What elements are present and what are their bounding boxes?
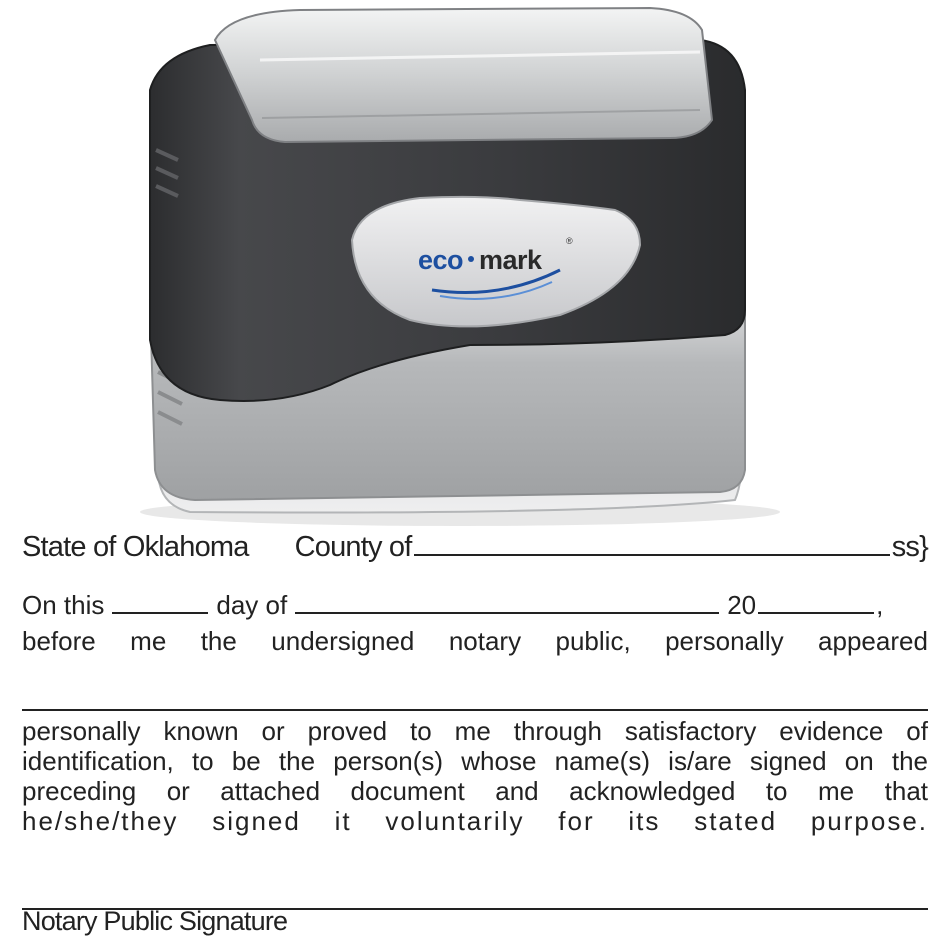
- date-line: [22, 590, 928, 621]
- appeared-name-blank: [22, 709, 928, 711]
- month-blank: [295, 592, 719, 614]
- signature-label: Notary Public Signature: [22, 906, 288, 936]
- on-this-label: On this: [22, 590, 105, 620]
- before-word: me: [130, 626, 167, 656]
- venue-line: [22, 531, 928, 564]
- body-line: he/she/they signed it voluntarily for its stated purpose.: [22, 806, 928, 836]
- county-blank: [414, 532, 890, 556]
- before-word: appeared: [818, 626, 928, 656]
- before-word: notary: [448, 626, 522, 656]
- registered-mark: ®: [566, 236, 573, 246]
- brand-logo-right: mark: [479, 245, 542, 275]
- year-prefix: 20: [727, 590, 757, 620]
- appearance-line: [22, 626, 928, 657]
- brand-logo-left: eco: [418, 245, 464, 275]
- body-line: personally known or proved to me through satisfactory evidence of: [22, 716, 928, 746]
- county-label: County of: [294, 531, 412, 563]
- day-of-label: day of: [216, 590, 288, 620]
- stamp-clear-cap: [215, 8, 712, 142]
- before-word: public,: [555, 626, 631, 656]
- ss-label: ss}: [891, 531, 928, 563]
- before-word: personally: [665, 626, 784, 656]
- before-word: undersigned: [271, 626, 415, 656]
- date-comma: ,: [876, 590, 884, 620]
- body-line: preceding or attached document and acknowledged to me that: [22, 776, 928, 806]
- before-word: the: [200, 626, 237, 656]
- state-label: State of Oklahoma: [22, 531, 249, 563]
- body-line: identification, to be the person(s) whose name(s) is/are signed on the: [22, 746, 928, 776]
- year-blank: [758, 592, 874, 614]
- day-blank: [112, 592, 208, 614]
- brand-logo: [418, 245, 542, 276]
- before-word: before: [22, 626, 96, 656]
- brand-logo-dot: [468, 256, 474, 262]
